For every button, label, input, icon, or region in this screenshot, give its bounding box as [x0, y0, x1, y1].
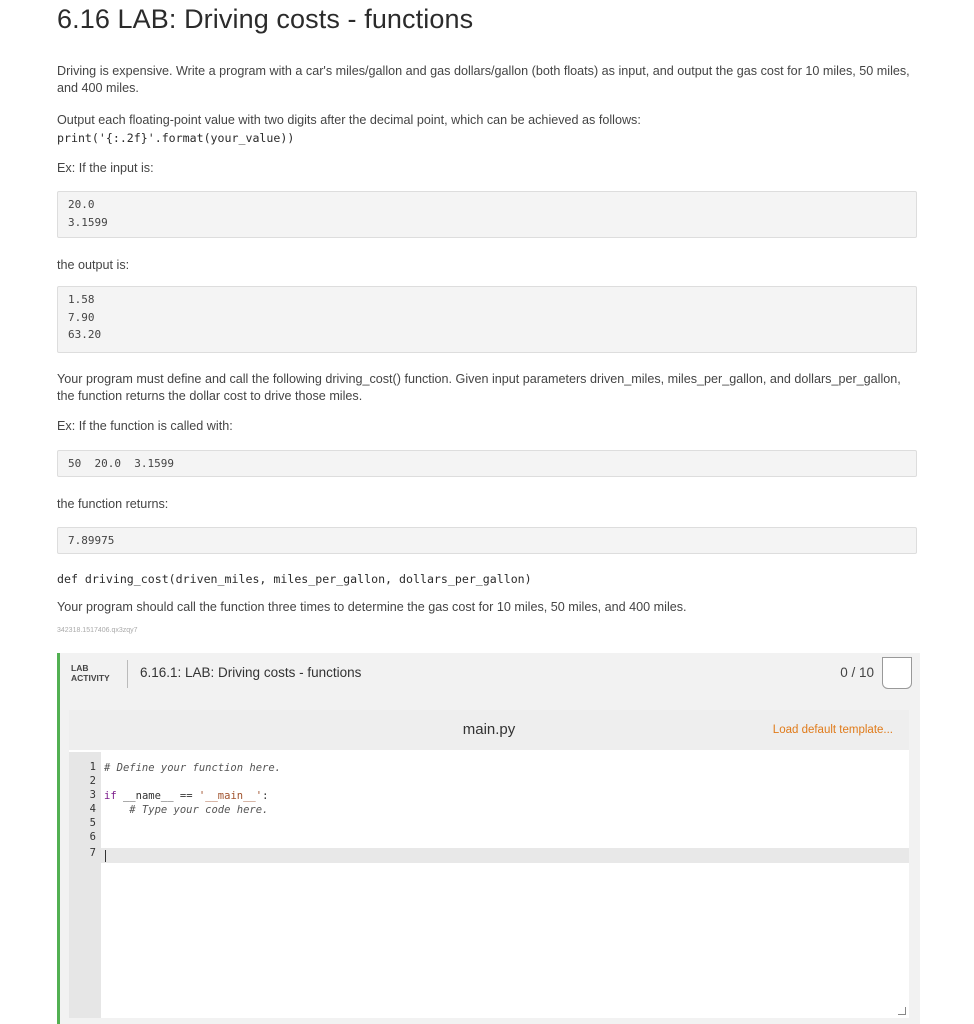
- returns-box: [57, 527, 917, 554]
- example-call-box: [57, 450, 917, 477]
- format-code: print('{:.2f}'.format(your_value)): [57, 131, 295, 145]
- load-default-template-link[interactable]: Load default template...: [772, 724, 893, 736]
- keyword-if: if: [104, 790, 117, 802]
- line-number-gutter: [69, 752, 101, 1018]
- code-line-3: [104, 789, 268, 803]
- call-note: Your program should call the function three times to determine the gas cost for 10 miles, 50 miles, and 400 miles.: [57, 600, 687, 614]
- code-editor: [69, 710, 909, 1018]
- lab-tag-line: LAB: [71, 663, 89, 673]
- active-line-highlight: [101, 848, 909, 863]
- code-colon: :: [262, 790, 269, 802]
- lab-title: 6.16.1: LAB: Driving costs - functions: [140, 665, 362, 680]
- returns-label: the function returns:: [57, 497, 169, 511]
- format-note: Output each floating-point value with two digits after the decimal point, which can be achieved as follows:: [57, 113, 641, 127]
- example-input-line: 3.1599: [68, 215, 108, 229]
- score-badge-icon: [882, 657, 912, 689]
- lab-activity-panel: [57, 653, 920, 1024]
- line-number: 2: [89, 775, 96, 787]
- line-number: 1: [89, 761, 96, 773]
- example-call-value: 50 20.0 3.1599: [68, 457, 174, 470]
- resize-handle-icon[interactable]: [898, 1007, 906, 1015]
- code-line-1: # Define your function here.: [104, 762, 282, 774]
- example-input-line: 20.0: [68, 198, 95, 211]
- line-number: 6: [89, 831, 96, 843]
- code-string-main: '__main__': [198, 790, 263, 802]
- activity-id: 342318.1517406.qx3zqy7: [57, 627, 138, 634]
- example-call-label: Ex: If the function is called with:: [57, 419, 233, 433]
- code-input-area[interactable]: [101, 752, 909, 1018]
- lab-header: [60, 653, 920, 695]
- lab-tag-line: ACTIVITY: [71, 673, 110, 683]
- example-output-line: 63.20: [68, 328, 102, 341]
- example-output-box: [57, 286, 917, 353]
- output-label: the output is:: [57, 258, 130, 272]
- page-title: 6.16 LAB: Driving costs - functions: [57, 4, 474, 34]
- lab-activity-tag: [71, 663, 110, 683]
- file-name: main.py: [462, 721, 516, 738]
- function-description: Your program must define and call the following driving_cost() function. Given input parameters driven_miles, miles_per_gallon, and dollars_per_gallon, the function returns the dollar cost to drive those miles.: [57, 372, 901, 403]
- example-input-box: [57, 191, 917, 238]
- example-output-line: 7.90: [68, 310, 95, 324]
- example-output-line: 1.58: [68, 293, 95, 306]
- example-input-label: Ex: If the input is:: [57, 161, 154, 175]
- line-number: 3: [89, 789, 96, 801]
- function-signature: def driving_cost(driven_miles, miles_per_gallon, dollars_per_gallon): [57, 572, 532, 586]
- header-divider: [127, 660, 128, 688]
- line-number: 5: [89, 817, 96, 829]
- intro-text: Driving is expensive. Write a program with a car's miles/gallon and gas dollars/gallon (both floats) as input, and output the gas cost for 10 miles, 50 miles, and 400 miles.: [57, 64, 910, 95]
- lab-score: 0 / 10: [840, 665, 874, 680]
- text-cursor: [105, 850, 106, 862]
- returns-value: 7.89975: [68, 534, 115, 547]
- code-name-compare: __name__ ==: [116, 790, 199, 802]
- line-number: 4: [89, 803, 96, 815]
- editor-toolbar: [69, 710, 909, 750]
- code-line-4: # Type your code here.: [104, 804, 269, 816]
- line-number: 7: [89, 847, 96, 859]
